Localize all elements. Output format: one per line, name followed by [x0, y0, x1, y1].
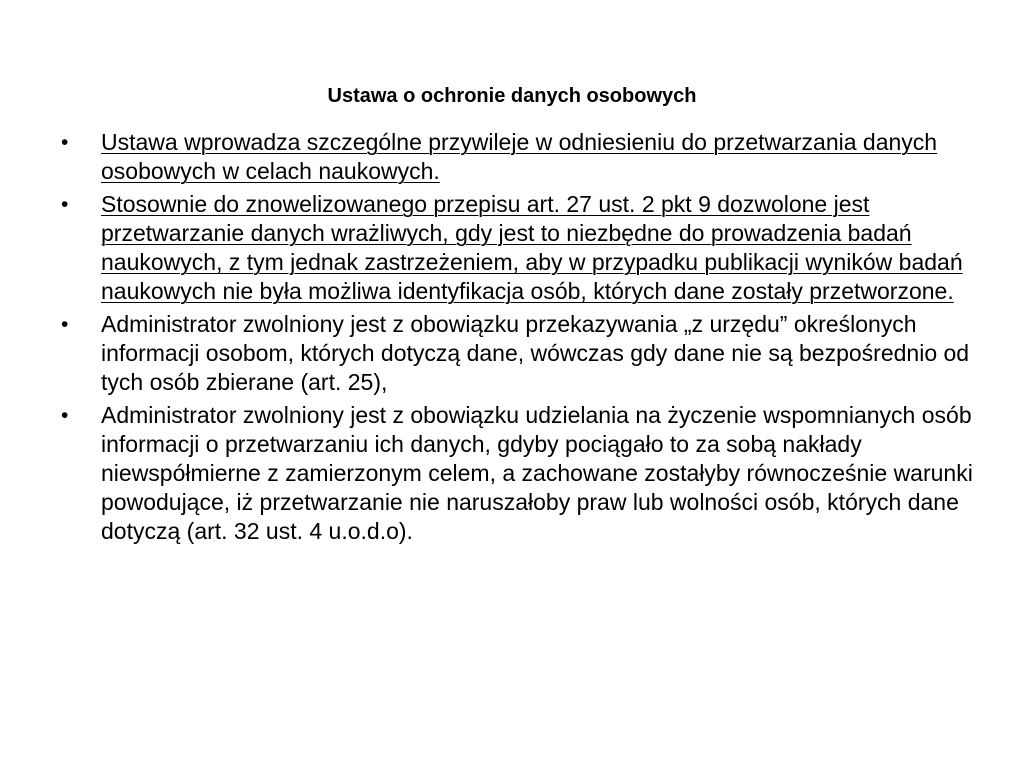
bullet-text: Administrator zwolniony jest z obowiązku przekazywania „z urzędu” określonych informacji osobom, których dotyczą dane, wówczas gdy dane nie są bezpośrednio od tych osób zbierane (art. 25), [101, 311, 970, 395]
bullet-item-1 [58, 128, 978, 186]
bullet-list [58, 128, 978, 550]
bullet-text: Administrator zwolniony jest z obowiązku udzielania na życzenie wspomnianych osób informacji o przetwarzaniu ich danych, gdyby pociągało to za sobą nakłady niewspółmierne z zamierzonym celem, a zachowane zostałyby równocześnie warunki powodujące, iż przetwarzanie nie naruszałoby praw lub wolności osób, których dane dotyczą (art. 32 ust. 4 u.o.d.o). [101, 402, 973, 544]
bullet-icon: • [61, 193, 69, 216]
slide-title: Ustawa o ochronie danych osobowych [327, 85, 697, 107]
bullet-icon: • [61, 404, 69, 427]
bullet-text: Stosownie do znowelizowanego przepisu art. 27 ust. 2 pkt 9 dozwolone jest przetwarzanie danych wrażliwych, gdy jest to niezbędne do prowadzenia badań naukowych, z tym jednak zastrzeżeniem, aby w przypadku publikacji wyników badań naukowych nie była możliwa identyfikacja osób, których dane zostały przetworzone. [101, 191, 963, 304]
bullet-item-4 [58, 401, 978, 546]
bullet-icon: • [61, 313, 69, 336]
bullet-item-3 [58, 310, 978, 397]
bullet-icon: • [61, 131, 69, 154]
bullet-text: Ustawa wprowadza szczególne przywileje w odniesieniu do przetwarzania danych osobowych w celach naukowych. [101, 129, 938, 184]
bullet-item-2 [58, 190, 978, 306]
